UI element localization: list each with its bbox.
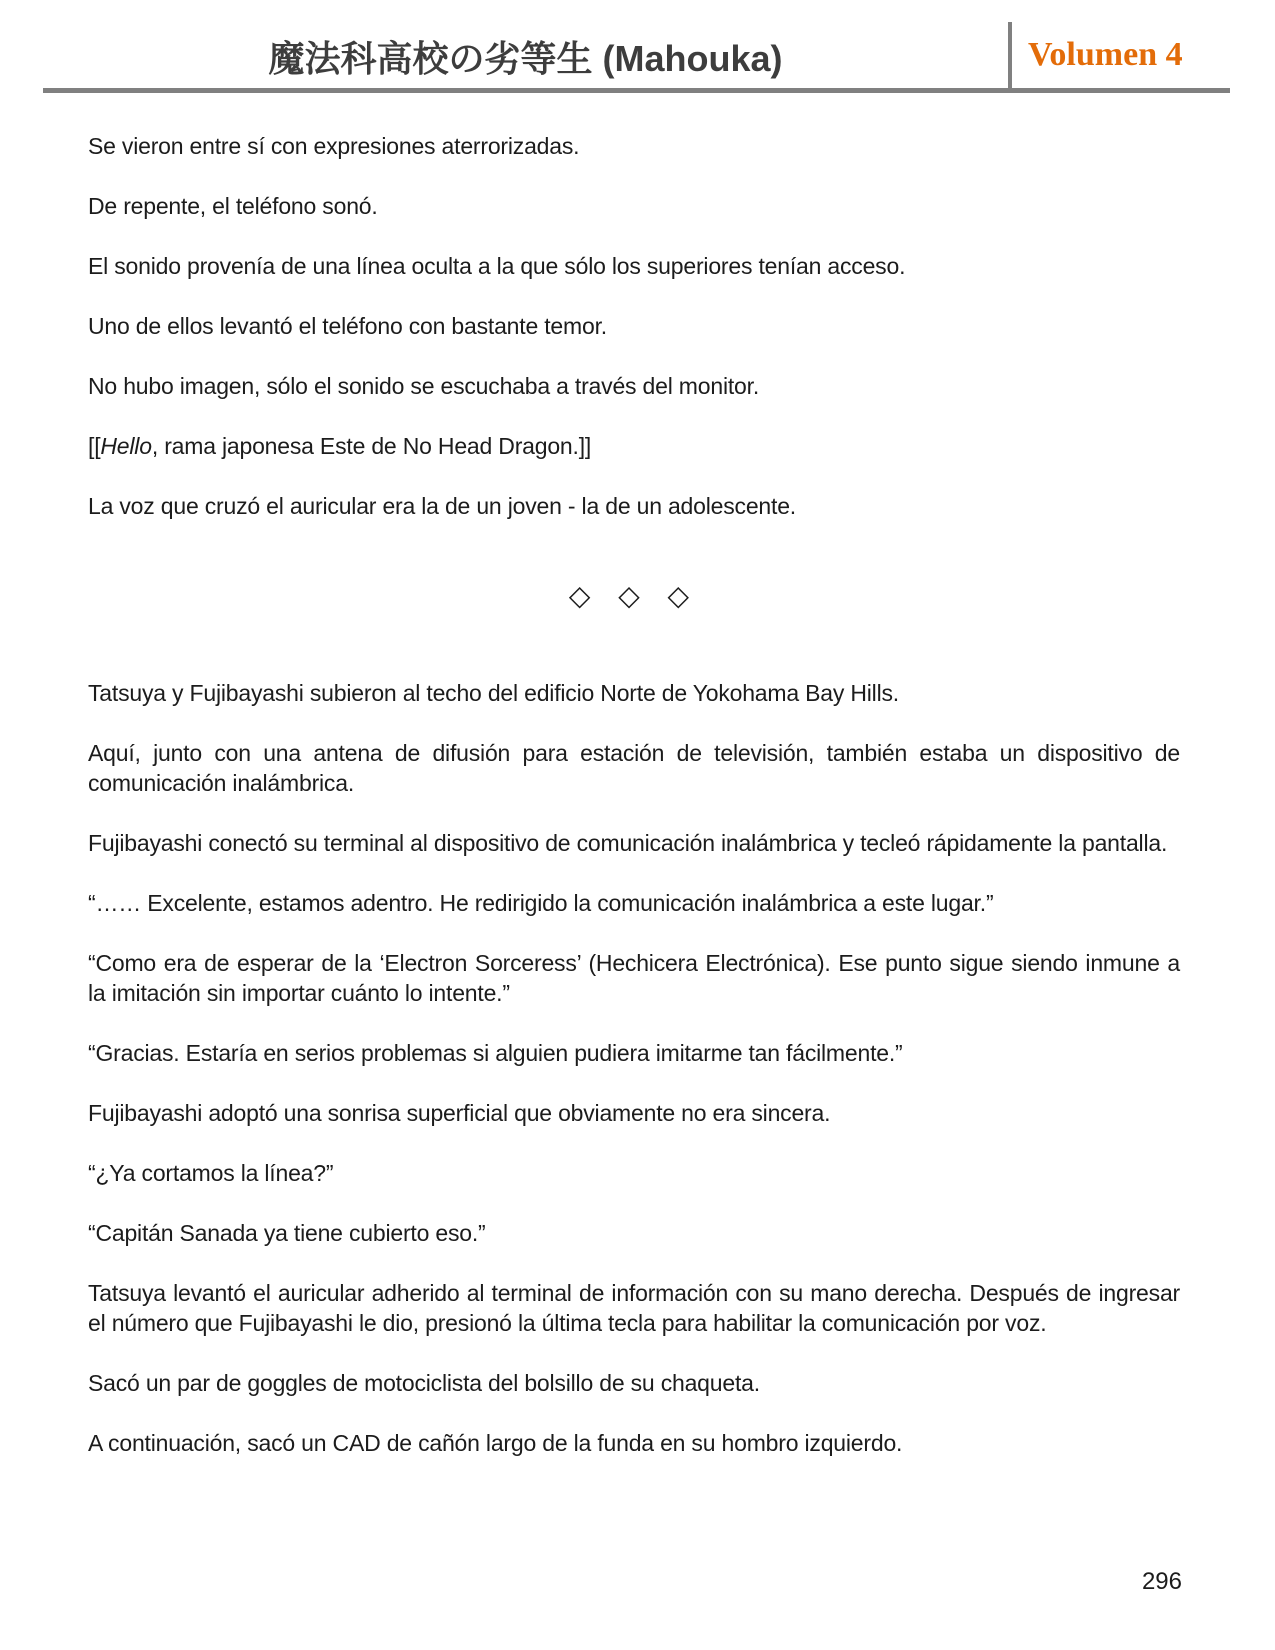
paragraph: Fujibayashi adoptó una sonrisa superficial que obviamente no era sincera. xyxy=(88,1100,831,1126)
paragraph: No hubo imagen, sólo el sonido se escuchaba a través del monitor. xyxy=(88,373,760,399)
paragraph: La voz que cruzó el auricular era la de un joven - la de un adolescente. xyxy=(88,493,797,519)
paragraph: “Capitán Sanada ya tiene cubierto eso.” xyxy=(88,1220,486,1246)
paragraph: Se vieron entre sí con expresiones aterrorizadas. xyxy=(88,133,580,159)
paragraph: “Gracias. Estaría en serios problemas si alguien pudiera imitarme tan fácilmente.” xyxy=(88,1040,903,1066)
paragraph: Aquí, junto con una antena de difusión para estación de televisión, también estaba un dispositivo de comunicación inalámbrica. xyxy=(88,740,1180,796)
paragraph: “…… Excelente, estamos adentro. He redirigido la comunicación inalámbrica a este lugar.” xyxy=(88,890,994,916)
bracket-close: , rama japonesa Este de No Head Dragon.]] xyxy=(151,433,592,459)
paragraph: Sacó un par de goggles de motociclista del bolsillo de su chaqueta. xyxy=(88,1370,760,1396)
paragraph: El sonido provenía de una línea oculta a la que sólo los superiores tenían acceso. xyxy=(88,253,906,279)
page-header xyxy=(0,0,1275,88)
paragraph: A continuación, sacó un CAD de cañón largo de la funda en su hombro izquierdo. xyxy=(88,1430,903,1456)
paragraph: Tatsuya levantó el auricular adherido al terminal de información con su mano derecha. Después de ingresar el número que Fujibayashi le dio, presionó la última tecla para habilitar la comunicación por voz. xyxy=(88,1280,1180,1336)
paragraph: Uno de ellos levantó el teléfono con bastante temor. xyxy=(88,313,607,339)
page-number: 296 xyxy=(1141,1568,1182,1595)
paragraph: De repente, el teléfono sonó. xyxy=(88,193,378,219)
paragraph: Fujibayashi conectó su terminal al dispositivo de comunicación inalámbrica y tecleó rápidamente la pantalla. xyxy=(88,830,1168,856)
italic-word: Hello xyxy=(100,433,152,459)
paragraph xyxy=(88,431,1180,461)
page-title: 魔法科高校の劣等生 (Mahouka) xyxy=(268,37,783,79)
section-separator: ◇ ◇ ◇ xyxy=(568,580,700,611)
paragraph: “¿Ya cortamos la línea?” xyxy=(88,1160,334,1186)
body-text xyxy=(0,93,1275,1458)
paragraph: Tatsuya y Fujibayashi subieron al techo del edificio Norte de Yokohama Bay Hills. xyxy=(88,680,899,706)
bracket-open: [[ xyxy=(88,433,101,459)
volume-label: Volumen 4 xyxy=(1008,22,1230,88)
paragraph: “Como era de esperar de la ‘Electron Sorceress’ (Hechicera Electrónica). Ese punto sigue siendo inmune a la imitación sin importar cuánto lo intente.” xyxy=(88,950,1180,1006)
